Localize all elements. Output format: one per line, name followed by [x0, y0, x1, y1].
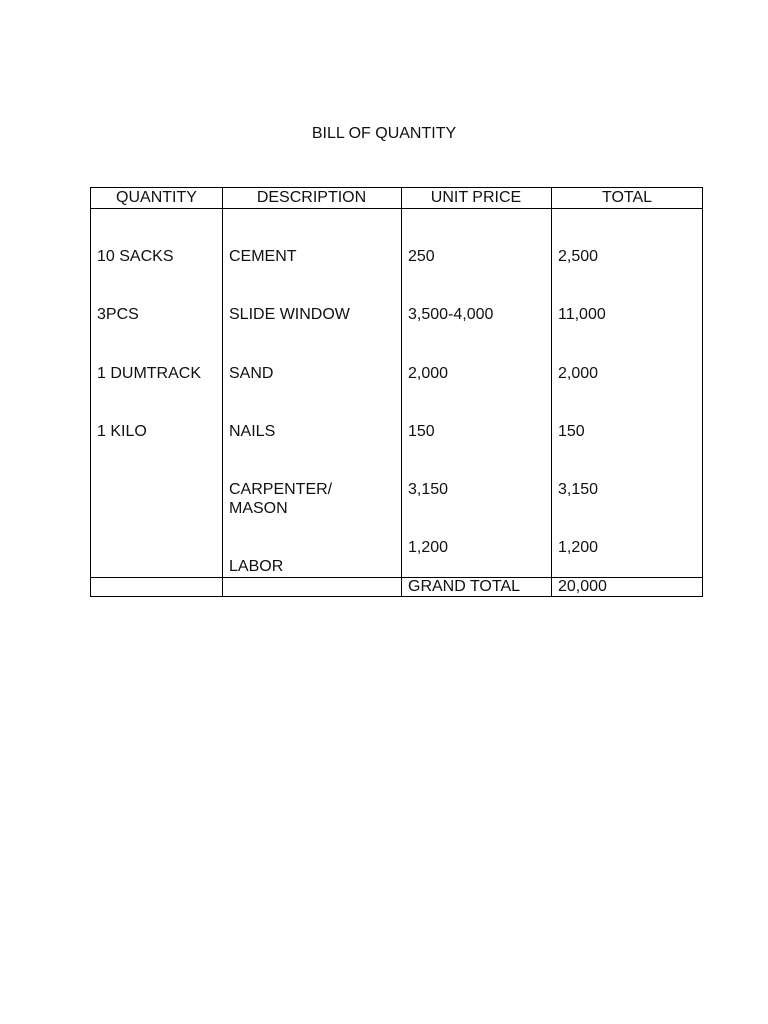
column-divider	[222, 188, 223, 596]
cell-description: SLIDE WINDOW	[229, 306, 350, 323]
header-total: TOTAL	[601, 189, 653, 206]
cell-quantity: 10 SACKS	[97, 248, 174, 265]
cell-unit-price: 2,000	[408, 365, 449, 382]
cell-unit-price: 250	[408, 248, 435, 265]
header-description: DESCRIPTION	[256, 189, 367, 206]
header-quantity: QUANTITY	[116, 189, 197, 206]
cell-total: 3,150	[558, 481, 599, 498]
cell-unit-price: 3,150	[408, 481, 449, 498]
column-divider	[401, 188, 402, 596]
cell-unit-price: 3,500-4,000	[408, 306, 494, 323]
header-divider	[91, 208, 702, 209]
header-unit-price: UNIT PRICE	[430, 189, 522, 206]
cell-description: SAND	[229, 365, 274, 382]
cell-total: 2,000	[558, 365, 599, 382]
cell-total: 1,200	[558, 539, 599, 556]
cell-description: NAILS	[229, 423, 276, 440]
cell-description: CEMENT	[229, 248, 297, 265]
cell-quantity: 1 DUMTRACK	[97, 365, 202, 382]
cell-quantity: 3PCS	[97, 306, 139, 323]
cell-total: 11,000	[558, 306, 606, 323]
bill-of-quantity-table	[90, 187, 703, 597]
grand-total-value: 20,000	[558, 578, 607, 595]
cell-unit-price: 150	[408, 423, 435, 440]
page-title: BILL OF QUANTITY	[311, 125, 457, 142]
cell-description: LABOR	[229, 558, 284, 575]
footer-divider	[91, 577, 702, 578]
cell-total: 2,500	[558, 248, 599, 265]
column-divider	[551, 188, 552, 596]
cell-description: CARPENTER/	[229, 481, 333, 498]
cell-total: 150	[558, 423, 585, 440]
cell-unit-price: 1,200	[408, 539, 449, 556]
grand-total-label: GRAND TOTAL	[408, 578, 521, 595]
cell-description-continued: MASON	[229, 500, 288, 517]
cell-quantity: 1 KILO	[97, 423, 147, 440]
